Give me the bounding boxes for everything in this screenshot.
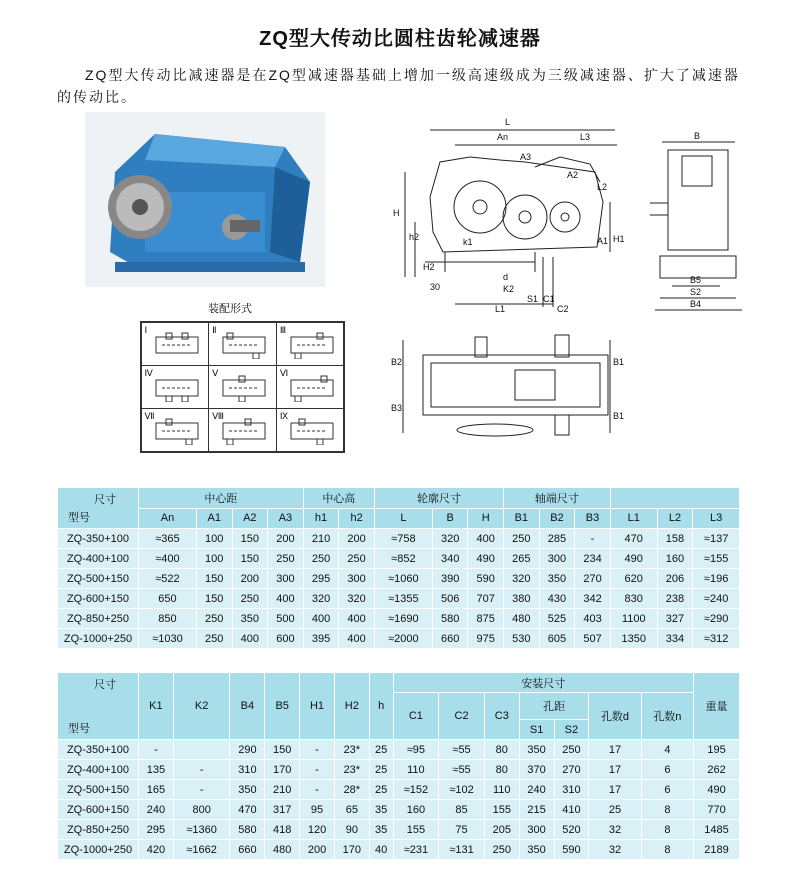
dimensions-table-2: 尺寸 型号 K1 K2 B4 B5 H1 H2 h 安装尺寸 重量 C1 C2 C3 孔距 孔数d 孔数n S1 S2 ZQ-350+100 - 290 150 - 23* 25 ≈95 ≈55 80 350 250 17 4 195 ZQ-400+100 135 - 310 170 - 23* 25 110 ≈55 80 370 270 17 6 262 ZQ-500+150 165 - 350 210 - 28* 25 ≈152 ≈102 110 240 310 17 6 490 ZQ-600+150 240 800 470 317 95 65 35 160 85 155 215 410 25 8 770 ZQ-850+250 295 ≈1360 580 418 120 90 35 155 75 205 300 520 32 8 1485 ZQ-1000+250 420 ≈1662 660 480 200 170 40 ≈231 ≈131 250 350 590 32 8 2189	[57, 672, 740, 860]
model-name-cell: ZQ-850+250	[58, 609, 139, 629]
value-cell: 215	[519, 800, 554, 820]
svg-text:L2: L2	[597, 182, 608, 192]
value-cell: 506	[432, 589, 468, 609]
svg-text:A1: A1	[597, 236, 609, 246]
value-cell: ≈55	[439, 760, 485, 780]
table-corner: 尺寸 型号	[58, 488, 139, 529]
value-cell: 150	[196, 569, 232, 589]
value-cell: 23*	[334, 740, 369, 760]
value-cell: 200	[268, 529, 304, 549]
svg-text:A3: A3	[520, 152, 532, 162]
value-cell: 90	[334, 820, 369, 840]
value-cell: 410	[554, 800, 589, 820]
table-row	[58, 609, 740, 629]
value-cell: 310	[230, 760, 265, 780]
value-cell: 590	[468, 569, 504, 589]
model-name-cell: ZQ-350+100	[58, 740, 139, 760]
svg-text:H1: H1	[613, 234, 625, 244]
value-cell: 295	[139, 820, 174, 840]
value-cell: ≈1360	[173, 820, 230, 840]
value-cell: 250	[196, 609, 232, 629]
value-cell: 525	[539, 609, 575, 629]
svg-text:C1: C1	[543, 294, 555, 304]
value-cell: 35	[369, 800, 393, 820]
assembly-cell: Ⅴ	[208, 365, 277, 409]
value-cell: 334	[657, 629, 693, 649]
svg-text:B3: B3	[391, 403, 403, 413]
value-cell: 234	[575, 549, 611, 569]
side-view-drawing	[385, 112, 635, 317]
group-header: 轴端尺寸	[504, 488, 611, 509]
value-cell: 317	[265, 800, 300, 820]
value-cell: 580	[432, 609, 468, 629]
value-cell: -	[575, 529, 611, 549]
value-cell: 660	[432, 629, 468, 649]
value-cell: ≈758	[374, 529, 432, 549]
svg-text:H2: H2	[423, 262, 435, 272]
svg-text:A2: A2	[567, 170, 579, 180]
value-cell: ≈102	[439, 780, 485, 800]
value-cell: 270	[575, 569, 611, 589]
value-cell: 100	[196, 549, 232, 569]
value-cell: -	[173, 760, 230, 780]
value-cell: 620	[610, 569, 657, 589]
value-cell: 320	[504, 569, 540, 589]
value-cell: 390	[432, 569, 468, 589]
value-cell: 420	[139, 840, 174, 860]
value-cell: 350	[539, 569, 575, 589]
value-cell: 400	[339, 609, 375, 629]
value-cell: ≈1662	[173, 840, 230, 860]
value-cell: 470	[230, 800, 265, 820]
value-cell: 250	[504, 529, 540, 549]
value-cell: 590	[554, 840, 589, 860]
value-cell: 600	[268, 629, 304, 649]
value-cell: 8	[641, 840, 693, 860]
model-name-cell: ZQ-1000+250	[58, 629, 139, 649]
group-header	[610, 488, 739, 509]
value-cell: 250	[484, 840, 519, 860]
value-cell: 238	[657, 589, 693, 609]
svg-text:h2: h2	[409, 232, 420, 242]
assembly-cell: Ⅷ	[208, 408, 277, 452]
value-cell: 875	[468, 609, 504, 629]
value-cell: 250	[196, 629, 232, 649]
value-cell: 155	[393, 820, 439, 840]
value-cell: ≈1690	[374, 609, 432, 629]
svg-text:d: d	[503, 272, 509, 282]
value-cell: 195	[694, 740, 740, 760]
svg-text:K2: K2	[503, 284, 515, 294]
value-cell: 1485	[694, 820, 740, 840]
value-cell: 240	[139, 800, 174, 820]
value-cell: 770	[694, 800, 740, 820]
value-cell: 110	[484, 780, 519, 800]
assembly-cell: Ⅵ	[276, 365, 345, 409]
value-cell: 25	[369, 760, 393, 780]
value-cell: 403	[575, 609, 611, 629]
value-cell: 200	[339, 529, 375, 549]
value-cell: 430	[539, 589, 575, 609]
value-cell: 2189	[694, 840, 740, 860]
model-name-cell: ZQ-400+100	[58, 549, 139, 569]
value-cell: 17	[589, 780, 641, 800]
value-cell: 250	[303, 549, 339, 569]
value-cell: 470	[610, 529, 657, 549]
value-cell: 1350	[610, 629, 657, 649]
table-corner: 尺寸 型号	[58, 673, 139, 740]
value-cell: 210	[265, 780, 300, 800]
table-row	[58, 589, 740, 609]
intro-text: ZQ型大传动比减速器是在ZQ型减速器基础上增加一级高速级成为三级减速器、扩大了减速器的传动比。	[57, 67, 740, 105]
value-cell: 520	[554, 820, 589, 840]
product-photo	[85, 112, 325, 287]
value-cell: 158	[657, 529, 693, 549]
model-name-cell: ZQ-350+100	[58, 529, 139, 549]
value-cell: 4	[641, 740, 693, 760]
value-cell: 707	[468, 589, 504, 609]
value-cell: 160	[393, 800, 439, 820]
table-row	[58, 760, 740, 780]
value-cell: 40	[369, 840, 393, 860]
value-cell: 120	[300, 820, 335, 840]
table-row	[58, 840, 740, 860]
model-name-cell: ZQ-500+150	[58, 569, 139, 589]
end-view-drawing	[650, 128, 750, 318]
svg-text:S2: S2	[690, 287, 702, 297]
value-cell: 6	[641, 760, 693, 780]
value-cell: ≈290	[693, 609, 740, 629]
svg-text:An: An	[497, 132, 509, 142]
value-cell: 320	[432, 529, 468, 549]
value-cell: 320	[303, 589, 339, 609]
value-cell: ≈522	[139, 569, 197, 589]
model-name-cell: ZQ-400+100	[58, 760, 139, 780]
value-cell: 35	[369, 820, 393, 840]
table-row	[58, 800, 740, 820]
value-cell: 262	[694, 760, 740, 780]
model-name-cell: ZQ-1000+250	[58, 840, 139, 860]
svg-text:B2: B2	[391, 357, 403, 367]
assembly-cell: Ⅳ	[141, 365, 210, 409]
value-cell: 150	[196, 589, 232, 609]
value-cell: 300	[268, 569, 304, 589]
value-cell: 250	[554, 740, 589, 760]
value-cell: ≈131	[439, 840, 485, 860]
value-cell: 250	[339, 549, 375, 569]
value-cell: 400	[268, 589, 304, 609]
value-cell: 150	[232, 549, 268, 569]
value-cell: 250	[268, 549, 304, 569]
value-cell: 17	[589, 760, 641, 780]
value-cell: 25	[369, 780, 393, 800]
value-cell: -	[300, 780, 335, 800]
value-cell: 290	[230, 740, 265, 760]
column-header-row: An A1 A2 A3 h1 h2 L B H B1 B2 B3 L1 L2 L3	[58, 508, 740, 529]
value-cell: ≈95	[393, 740, 439, 760]
value-cell: 155	[484, 800, 519, 820]
value-cell: 350	[519, 840, 554, 860]
value-cell: -	[300, 740, 335, 760]
value-cell: 580	[230, 820, 265, 840]
svg-text:H: H	[393, 208, 400, 218]
assembly-cell: Ⅱ	[208, 322, 277, 366]
value-cell: ≈155	[693, 549, 740, 569]
group-header: 中心高	[303, 488, 374, 509]
assembly-title: 装配形式	[208, 303, 252, 315]
svg-text:L1: L1	[495, 304, 506, 314]
value-cell: ≈231	[393, 840, 439, 860]
value-cell: 285	[539, 529, 575, 549]
value-cell: 507	[575, 629, 611, 649]
value-cell: 8	[641, 820, 693, 840]
value-cell: 490	[694, 780, 740, 800]
value-cell: 32	[589, 820, 641, 840]
value-cell: 65	[334, 800, 369, 820]
value-cell: 200	[300, 840, 335, 860]
table-row	[58, 820, 740, 840]
value-cell: 32	[589, 840, 641, 860]
value-cell: -	[139, 740, 174, 760]
value-cell: 150	[265, 740, 300, 760]
value-cell: 160	[657, 549, 693, 569]
value-cell: 530	[504, 629, 540, 649]
value-cell: 327	[657, 609, 693, 629]
value-cell: 265	[504, 549, 540, 569]
value-cell: 300	[519, 820, 554, 840]
svg-text:S1: S1	[527, 294, 539, 304]
assembly-cell: Ⅶ	[141, 408, 210, 452]
value-cell: -	[173, 780, 230, 800]
install-header: 安装尺寸	[393, 673, 694, 693]
value-cell: 350	[230, 780, 265, 800]
value-cell: 135	[139, 760, 174, 780]
value-cell: 490	[468, 549, 504, 569]
value-cell: 370	[519, 760, 554, 780]
value-cell: 400	[303, 609, 339, 629]
value-cell	[173, 740, 230, 760]
value-cell: 6	[641, 780, 693, 800]
value-cell: ≈852	[374, 549, 432, 569]
value-cell: 300	[539, 549, 575, 569]
value-cell: 80	[484, 740, 519, 760]
value-cell: 25	[369, 740, 393, 760]
value-cell: 150	[232, 529, 268, 549]
svg-text:L: L	[505, 117, 511, 127]
svg-text:B: B	[694, 131, 701, 141]
assembly-forms-grid	[140, 321, 345, 453]
value-cell: 660	[230, 840, 265, 860]
plan-view-drawing	[385, 325, 625, 447]
value-cell: ≈365	[139, 529, 197, 549]
value-cell: 210	[303, 529, 339, 549]
value-cell: 85	[439, 800, 485, 820]
value-cell: 300	[339, 569, 375, 589]
svg-text:k1: k1	[463, 237, 473, 247]
svg-text:B1: B1	[613, 357, 625, 367]
value-cell: ≈312	[693, 629, 740, 649]
value-cell: 295	[303, 569, 339, 589]
value-cell: 342	[575, 589, 611, 609]
value-cell: 350	[232, 609, 268, 629]
value-cell: 1100	[610, 609, 657, 629]
value-cell: 170	[265, 760, 300, 780]
value-cell: 75	[439, 820, 485, 840]
assembly-cell: Ⅰ	[141, 322, 210, 366]
value-cell: ≈55	[439, 740, 485, 760]
value-cell: 80	[484, 760, 519, 780]
assembly-cell: Ⅲ	[276, 322, 345, 366]
table-row	[58, 629, 740, 649]
value-cell: 480	[504, 609, 540, 629]
value-cell: 490	[610, 549, 657, 569]
value-cell: 310	[554, 780, 589, 800]
value-cell: 650	[139, 589, 197, 609]
value-cell: 17	[589, 740, 641, 760]
value-cell: 850	[139, 609, 197, 629]
value-cell: 800	[173, 800, 230, 820]
model-name-cell: ZQ-850+250	[58, 820, 139, 840]
value-cell: 165	[139, 780, 174, 800]
table-row	[58, 569, 740, 589]
value-cell: 500	[268, 609, 304, 629]
value-cell: 830	[610, 589, 657, 609]
value-cell: 400	[232, 629, 268, 649]
svg-text:L3: L3	[580, 132, 591, 142]
value-cell: 95	[300, 800, 335, 820]
svg-text:B5: B5	[690, 275, 702, 285]
value-cell: ≈1060	[374, 569, 432, 589]
value-cell: 200	[232, 569, 268, 589]
svg-text:C2: C2	[557, 304, 569, 314]
value-cell: ≈240	[693, 589, 740, 609]
table-row	[58, 529, 740, 549]
value-cell: 400	[339, 629, 375, 649]
model-name-cell: ZQ-600+150	[58, 589, 139, 609]
value-cell: 395	[303, 629, 339, 649]
table-row	[58, 740, 740, 760]
value-cell: 8	[641, 800, 693, 820]
table-row	[58, 549, 740, 569]
value-cell: 400	[468, 529, 504, 549]
value-cell: 480	[265, 840, 300, 860]
group-header: 轮廓尺寸	[374, 488, 503, 509]
hole-distance-header: 孔距	[519, 693, 589, 720]
value-cell: ≈2000	[374, 629, 432, 649]
model-name-cell: ZQ-600+150	[58, 800, 139, 820]
dimensions-table-1	[57, 487, 740, 669]
value-cell: 28*	[334, 780, 369, 800]
value-cell: 605	[539, 629, 575, 649]
value-cell: ≈1355	[374, 589, 432, 609]
value-cell: 170	[334, 840, 369, 860]
value-cell: 975	[468, 629, 504, 649]
model-name-cell: ZQ-500+150	[58, 780, 139, 800]
value-cell: 320	[339, 589, 375, 609]
group-header: 中心距	[139, 488, 304, 509]
value-cell: ≈1030	[139, 629, 197, 649]
value-cell: 350	[519, 740, 554, 760]
value-cell: 340	[432, 549, 468, 569]
value-cell: ≈137	[693, 529, 740, 549]
value-cell: 240	[519, 780, 554, 800]
value-cell: ≈152	[393, 780, 439, 800]
value-cell: 250	[232, 589, 268, 609]
value-cell: 206	[657, 569, 693, 589]
value-cell: 270	[554, 760, 589, 780]
svg-text:30: 30	[430, 282, 441, 292]
value-cell: 110	[393, 760, 439, 780]
value-cell: ≈400	[139, 549, 197, 569]
svg-text:B1: B1	[613, 411, 625, 421]
value-cell: 23*	[334, 760, 369, 780]
table-row	[58, 780, 740, 800]
value-cell: 418	[265, 820, 300, 840]
value-cell: 380	[504, 589, 540, 609]
assembly-cell: Ⅸ	[276, 408, 345, 452]
svg-text:B4: B4	[690, 299, 702, 309]
value-cell: ≈196	[693, 569, 740, 589]
value-cell: 100	[196, 529, 232, 549]
value-cell: 205	[484, 820, 519, 840]
page-title: ZQ型大传动比圆柱齿轮减速器	[259, 28, 541, 50]
value-cell: 25	[589, 800, 641, 820]
value-cell: -	[300, 760, 335, 780]
